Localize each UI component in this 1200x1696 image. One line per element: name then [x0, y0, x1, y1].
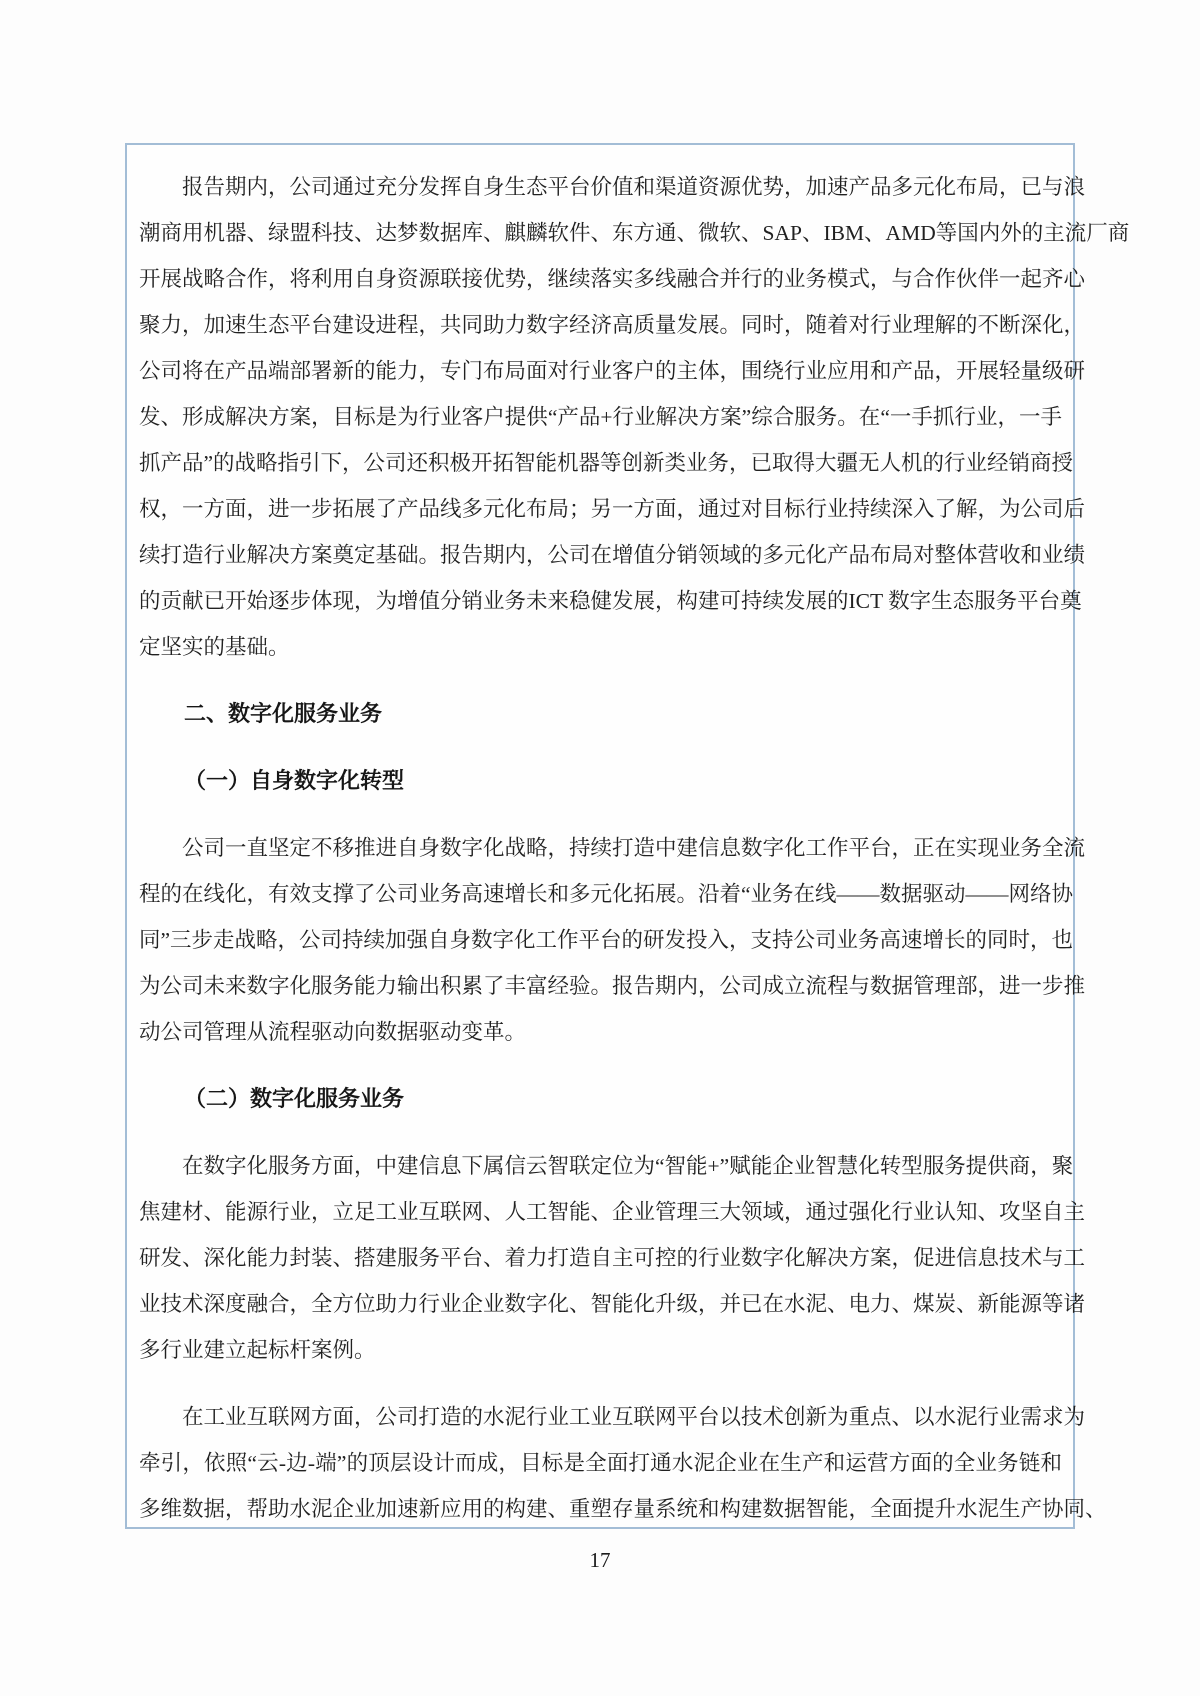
- text-line: 的贡献已开始逐步体现，为增值分销业务未来稳健发展，构建可持续发展的ICT 数字生态服务平台奠: [139, 589, 1082, 613]
- text-line: 聚力，加速生态平台建设进程，共同助力数字经济高质量发展。同时，随着对行业理解的不断深化，: [139, 313, 1086, 337]
- text-line: 抓产品”的战略指引下，公司还积极开拓智能机器等创新类业务，已取得大疆无人机的行业经销商授: [139, 451, 1074, 475]
- section-heading: 二、数字化服务业务: [184, 701, 383, 726]
- subsection-heading: （一）自身数字化转型: [184, 768, 405, 793]
- text-line: 在数字化服务方面，中建信息下属信云智联定位为“智能+”赋能企业智慧化转型服务提供商，聚: [182, 1154, 1074, 1178]
- text-line: 报告期内，公司通过充分发挥自身生态平台价值和渠道资源优势，加速产品多元化布局，已与浪: [182, 175, 1086, 199]
- text-line: 在工业互联网方面，公司打造的水泥行业工业互联网平台以技术创新为重点、以水泥行业需求为: [182, 1405, 1086, 1429]
- text-line: 多行业建立起标杆案例。: [139, 1338, 376, 1362]
- text-frame: [125, 143, 1130, 1529]
- paragraph: [139, 825, 1086, 1055]
- text-line: 发、形成解决方案，目标是为行业客户提供“产品+行业解决方案”综合服务。在“一手抓行业，一手: [139, 405, 1062, 429]
- text-line: 续打造行业解决方案奠定基础。报告期内，公司在增值分销领域的多元化产品布局对整体营收和业绩: [139, 543, 1086, 567]
- text-line: 开展战略合作，将利用自身资源联接优势，继续落实多线融合并行的业务模式，与合作伙伴一起齐心: [139, 267, 1086, 291]
- text-line: 研发、深化能力封装、搭建服务平台、着力打造自主可控的行业数字化解决方案，促进信息技术与工: [139, 1246, 1086, 1270]
- paragraph: [139, 164, 1130, 670]
- text-line: 权，一方面，进一步拓展了产品线多元化布局；另一方面，通过对目标行业持续深入了解，为公司后: [139, 497, 1086, 521]
- text-line: 潮商用机器、绿盟科技、达梦数据库、麒麟软件、东方通、微软、SAP、IBM、AMD等国内外的主流厂商: [139, 221, 1130, 245]
- page-number: 17: [589, 1548, 611, 1572]
- text-line: 公司将在产品端部署新的能力，专门布局面对行业客户的主体，围绕行业应用和产品，开展轻量级研: [139, 359, 1086, 383]
- text-line: 程的在线化，有效支撑了公司业务高速增长和多元化拓展。沿着“业务在线——数据驱动——网络协: [139, 882, 1074, 906]
- text-line: 为公司未来数字化服务能力输出积累了丰富经验。报告期内，公司成立流程与数据管理部，进一步推: [139, 974, 1086, 998]
- text-line: 公司一直坚定不移推进自身数字化战略，持续打造中建信息数字化工作平台，正在实现业务全流: [182, 836, 1086, 860]
- text-line: 动公司管理从流程驱动向数据驱动变革。: [139, 1020, 527, 1044]
- subsection-heading: （二）数字化服务业务: [184, 1086, 405, 1111]
- text-line: 牵引，依照“云-边-端”的顶层设计而成，目标是全面打通水泥企业在生产和运营方面的全业务链和: [139, 1451, 1062, 1475]
- text-line: 同”三步走战略，公司持续加强自身数字化工作平台的研发投入，支持公司业务高速增长的同时，也: [139, 928, 1074, 952]
- text-line: 多维数据，帮助水泥企业加速新应用的构建、重塑存量系统和构建数据智能，全面提升水泥生产协同、: [139, 1497, 1107, 1521]
- paragraph: [139, 1394, 1107, 1532]
- text-line: 焦建材、能源行业，立足工业互联网、人工智能、企业管理三大领域，通过强化行业认知、攻坚自主: [139, 1200, 1086, 1224]
- text-line: 业技术深度融合，全方位助力行业企业数字化、智能化升级，并已在水泥、电力、煤炭、新能源等诸: [139, 1292, 1086, 1316]
- paragraph: [139, 1143, 1086, 1373]
- text-line: 定坚实的基础。: [139, 635, 290, 659]
